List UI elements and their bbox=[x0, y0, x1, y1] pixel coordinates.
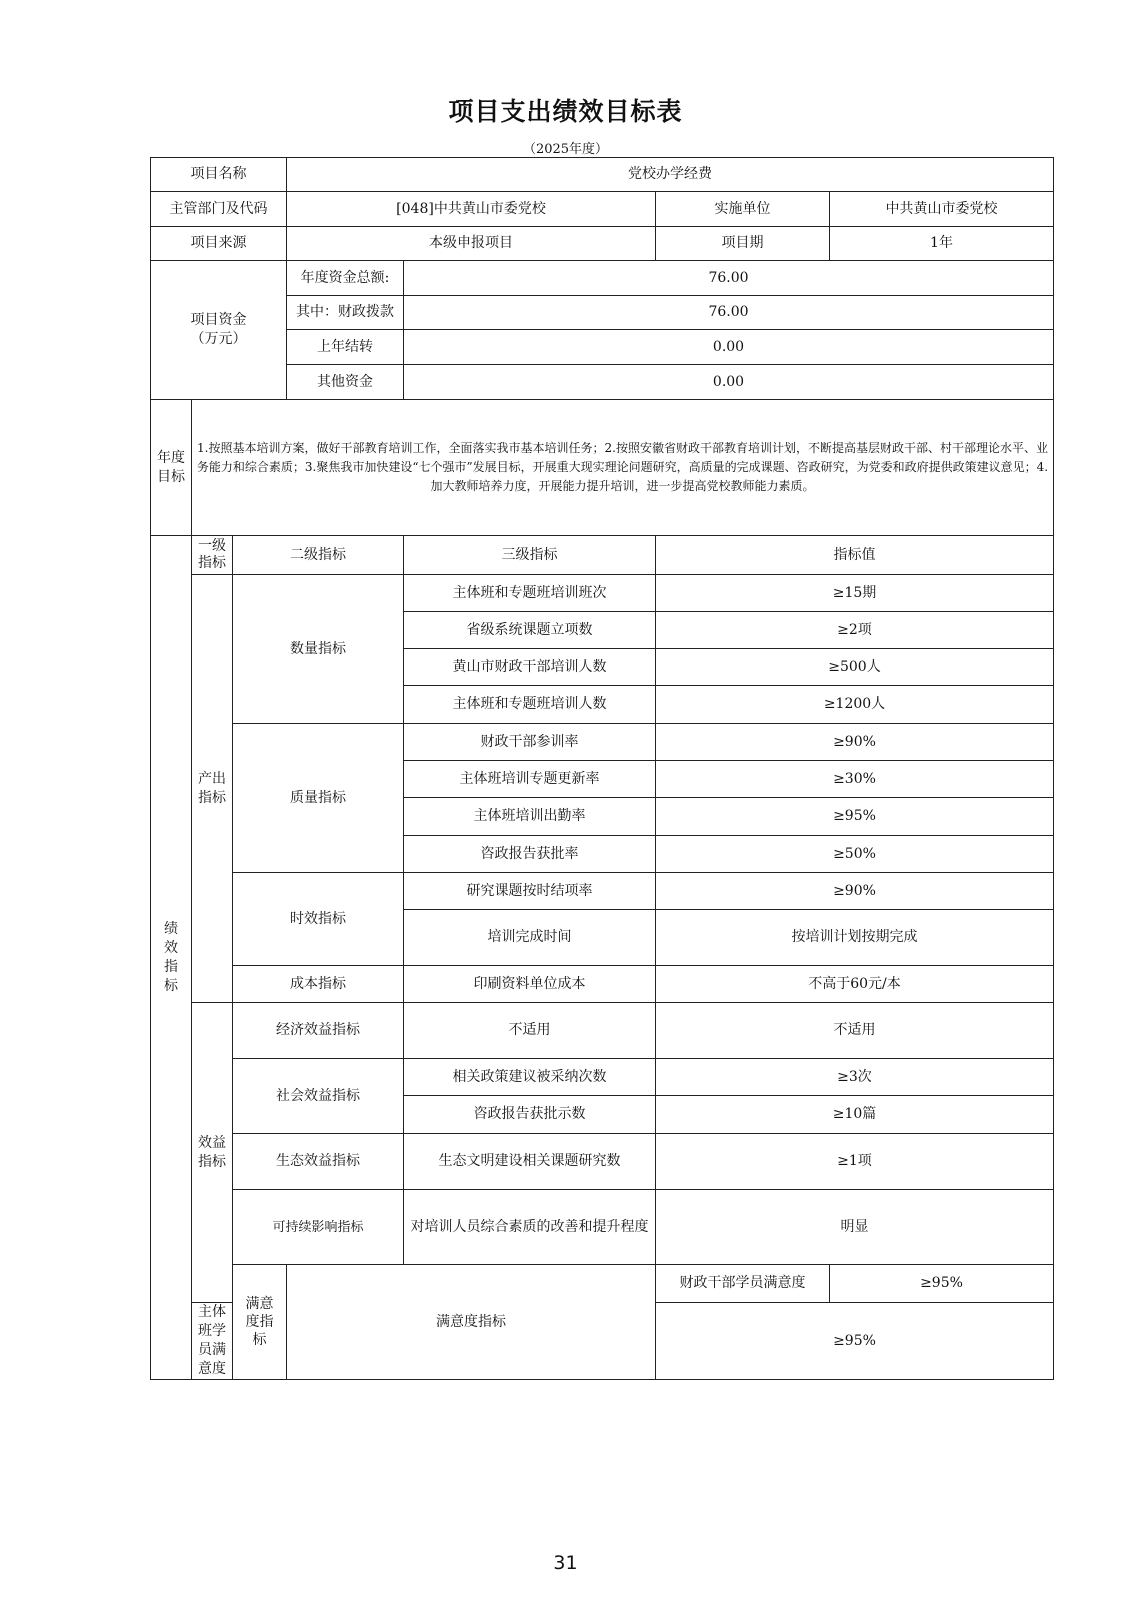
fund-other-value: 0.00 bbox=[404, 365, 1054, 400]
performance-target-table bbox=[150, 157, 1054, 1380]
indicator-name: 咨政报告获批率 bbox=[404, 836, 656, 873]
indicator-name: 财政干部参训率 bbox=[404, 724, 656, 761]
table-row bbox=[151, 1265, 1054, 1303]
level1-header: 一级 指标 bbox=[192, 536, 233, 575]
fund-carryover-label: 上年结转 bbox=[287, 330, 404, 365]
indicator-name: 咨政报告获批示数 bbox=[404, 1096, 656, 1134]
period-label: 项目期 bbox=[656, 227, 830, 261]
annual-goal-text: 1.按照基本培训方案，做好干部教育培训工作，全面落实我市基本培训任务；2.按照安徽省财政干部教育培训计划，不断提高基层财政干部、村干部理论水平、业务能力和综合素质；3.聚焦我市加快建设“七个强市”发展目标，开展重大现实理论问题研究，高质量的完成课题、咨政研究，为党委和政府提供政策建议意见；4.加大教师培养力度，开展能力提升培训，进一步提高党校教师能力素质。 bbox=[192, 400, 1054, 536]
table-row bbox=[151, 1134, 1054, 1190]
indicator-value: ≥95% bbox=[656, 1303, 1054, 1380]
table-row bbox=[151, 1059, 1054, 1096]
indicator-value: 明显 bbox=[656, 1190, 1054, 1265]
indicator-value: ≥500人 bbox=[656, 649, 1054, 686]
level2-social: 社会效益指标 bbox=[233, 1059, 404, 1134]
indicator-name: 研究课题按时结项率 bbox=[404, 873, 656, 910]
level2-header: 二级指标 bbox=[233, 536, 404, 575]
project-name-label: 项目名称 bbox=[151, 158, 287, 192]
indicator-name: 生态文明建设相关课题研究数 bbox=[404, 1134, 656, 1190]
level3-header: 三级指标 bbox=[404, 536, 656, 575]
level2-ecological: 生态效益指标 bbox=[233, 1134, 404, 1190]
annual-goal-label: 年度 目标 bbox=[151, 400, 192, 536]
indicator-value: ≥1200人 bbox=[656, 686, 1054, 724]
department-value: [048]中共黄山市委党校 bbox=[287, 192, 656, 227]
indicator-name: 主体班培训出勤率 bbox=[404, 798, 656, 836]
table-row bbox=[151, 724, 1054, 761]
document-title: 项目支出绩效目标表 bbox=[448, 97, 683, 126]
row-source bbox=[151, 227, 1054, 261]
project-name-value: 党校办学经费 bbox=[287, 158, 1054, 192]
indicator-value: ≥2项 bbox=[656, 612, 1054, 649]
level2-cost: 成本指标 bbox=[233, 966, 404, 1003]
indicator-name: 印刷资料单位成本 bbox=[404, 966, 656, 1003]
indicator-name: 主体班和专题班培训人数 bbox=[404, 686, 656, 724]
indicator-value: ≥3次 bbox=[656, 1059, 1054, 1096]
level2-sustainable: 可持续影响指标 bbox=[233, 1190, 404, 1265]
indicator-name: 省级系统课题立项数 bbox=[404, 612, 656, 649]
table-row bbox=[151, 966, 1054, 1003]
row-indicator-header bbox=[151, 536, 1054, 575]
source-value: 本级申报项目 bbox=[287, 227, 656, 261]
source-label: 项目来源 bbox=[151, 227, 287, 261]
level2-quantity: 数量指标 bbox=[233, 575, 404, 724]
indicator-value: ≥15期 bbox=[656, 575, 1054, 612]
document-subtitle: （2025年度） bbox=[522, 142, 609, 157]
indicator-value: 按培训计划按期完成 bbox=[656, 910, 1054, 966]
indicator-name: 主体班培训专题更新率 bbox=[404, 761, 656, 798]
indicator-value: ≥95% bbox=[656, 798, 1054, 836]
period-value: 1年 bbox=[830, 227, 1054, 261]
indicator-value: 不高于60元/本 bbox=[656, 966, 1054, 1003]
row-project-name bbox=[151, 158, 1054, 192]
row-annual-goal bbox=[151, 400, 1054, 536]
indicator-name: 培训完成时间 bbox=[404, 910, 656, 966]
indicator-name: 黄山市财政干部培训人数 bbox=[404, 649, 656, 686]
funds-label: 项目资金 （万元） bbox=[151, 261, 287, 400]
implementer-value: 中共黄山市委党校 bbox=[830, 192, 1054, 227]
fund-fiscal-value: 76.00 bbox=[404, 296, 1054, 330]
indicator-name: 财政干部学员满意度 bbox=[656, 1265, 830, 1303]
indicator-value: ≥10篇 bbox=[656, 1096, 1054, 1134]
indicator-value: ≥90% bbox=[656, 724, 1054, 761]
level2-timeliness: 时效指标 bbox=[233, 873, 404, 966]
row-fund-other bbox=[151, 365, 1054, 400]
performance-indicators-label: 绩 效 指 标 bbox=[151, 536, 192, 1380]
indicator-value: ≥50% bbox=[656, 836, 1054, 873]
indicator-name: 对培训人员综合素质的改善和提升程度 bbox=[404, 1190, 656, 1265]
fund-other-label: 其他资金 bbox=[287, 365, 404, 400]
indicator-value: ≥30% bbox=[656, 761, 1054, 798]
department-label: 主管部门及代码 bbox=[151, 192, 287, 227]
fund-total-label: 年度资金总额: bbox=[287, 261, 404, 296]
indicator-value: 不适用 bbox=[656, 1003, 1054, 1059]
indicator-name: 主体班学员满意度 bbox=[192, 1303, 233, 1380]
indicator-value: ≥95% bbox=[830, 1265, 1054, 1303]
row-fund-carryover bbox=[151, 330, 1054, 365]
table-row bbox=[151, 575, 1054, 612]
level2-economic: 经济效益指标 bbox=[233, 1003, 404, 1059]
fund-total-value: 76.00 bbox=[404, 261, 1054, 296]
row-fund-total bbox=[151, 261, 1054, 296]
level1-benefit: 效益 指标 bbox=[192, 1003, 233, 1303]
indicator-name: 不适用 bbox=[404, 1003, 656, 1059]
table-row bbox=[151, 1003, 1054, 1059]
implementer-label: 实施单位 bbox=[656, 192, 830, 227]
table-row bbox=[151, 873, 1054, 910]
fund-carryover-value: 0.00 bbox=[404, 330, 1054, 365]
level2-satisfaction: 满意度指标 bbox=[287, 1265, 656, 1380]
indicator-value: ≥90% bbox=[656, 873, 1054, 910]
row-department bbox=[151, 192, 1054, 227]
indicator-value: ≥1项 bbox=[656, 1134, 1054, 1190]
page-number: 31 bbox=[553, 1552, 578, 1574]
table-row bbox=[151, 1190, 1054, 1265]
indicator-name: 相关政策建议被采纳次数 bbox=[404, 1059, 656, 1096]
row-fund-fiscal bbox=[151, 296, 1054, 330]
level2-quality: 质量指标 bbox=[233, 724, 404, 873]
level1-output: 产出 指标 bbox=[192, 575, 233, 1003]
indicator-value-header: 指标值 bbox=[656, 536, 1054, 575]
indicator-name: 主体班和专题班培训班次 bbox=[404, 575, 656, 612]
fund-fiscal-label: 其中：财政拨款 bbox=[287, 296, 404, 330]
level1-satisfaction: 满意 度指 标 bbox=[233, 1265, 287, 1380]
